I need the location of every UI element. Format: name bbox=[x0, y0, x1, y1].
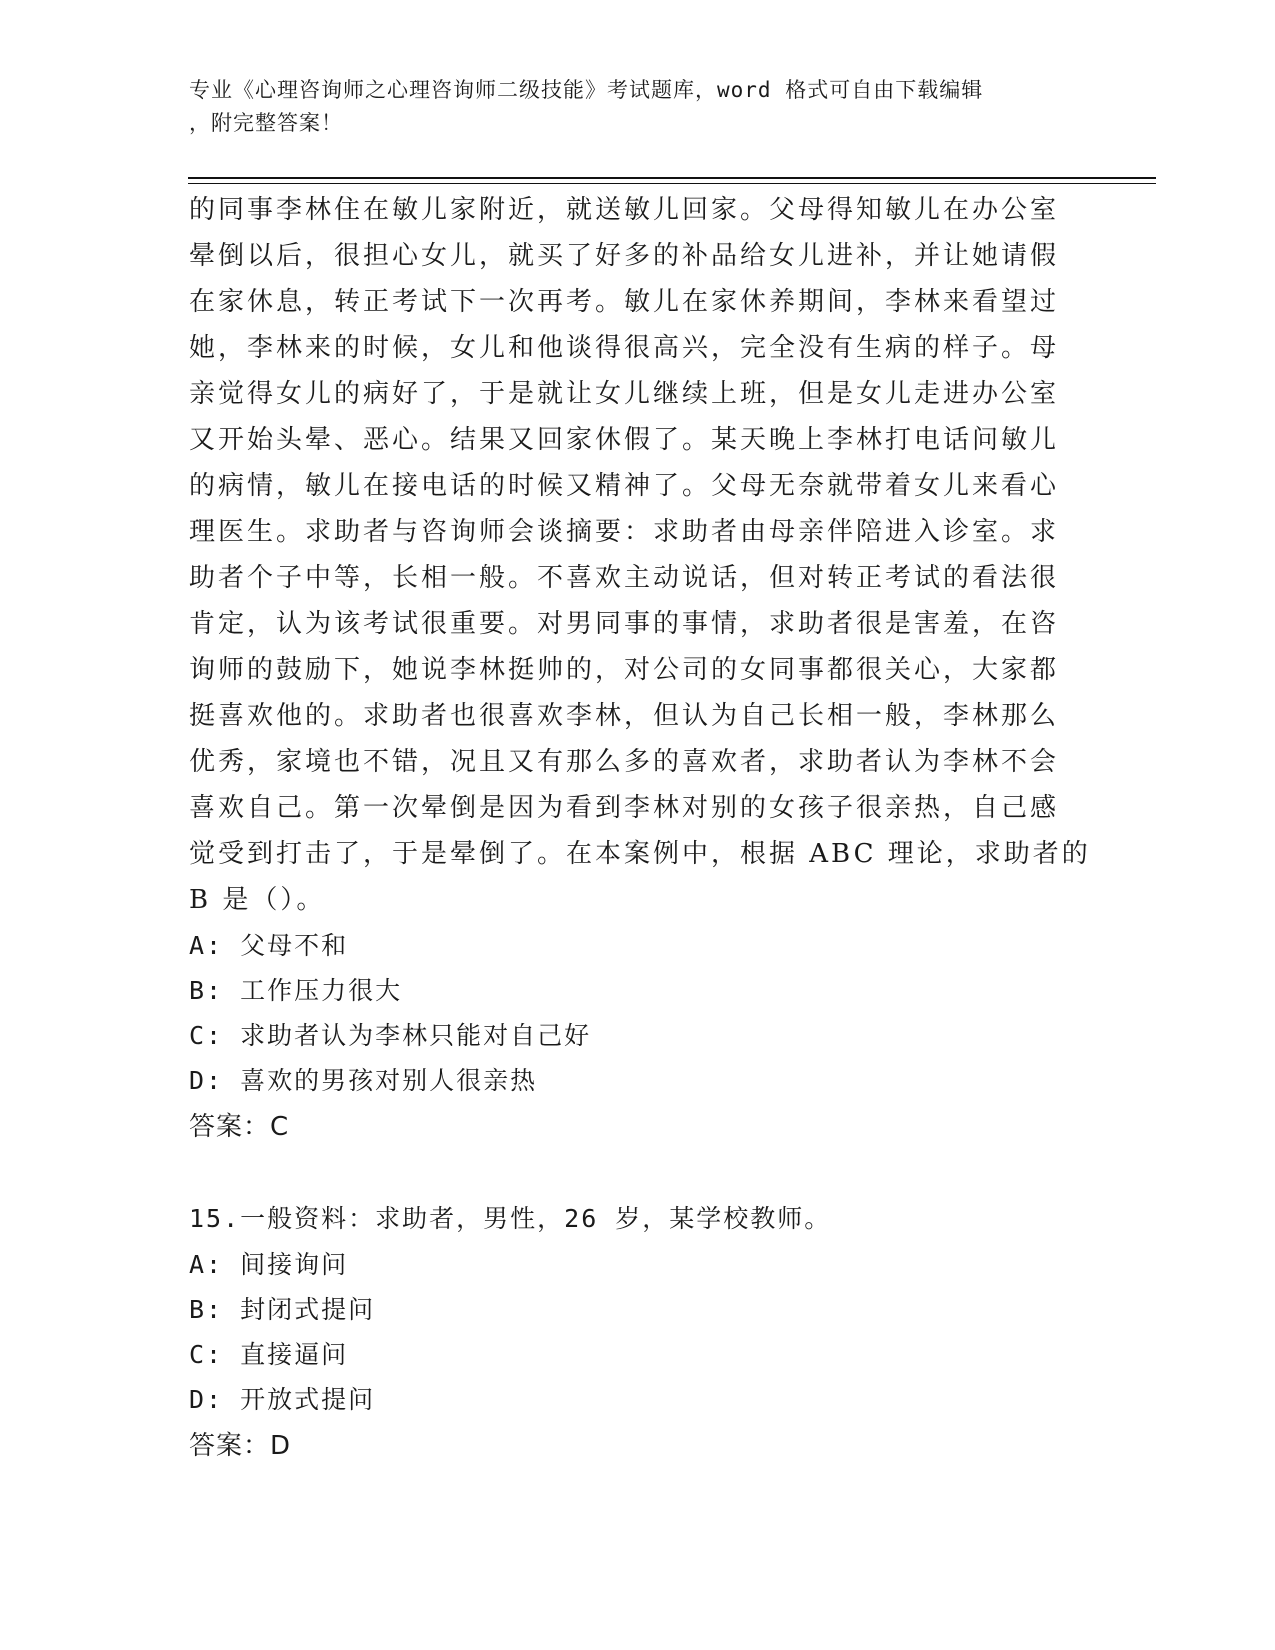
stem-line: 理医生。求助者与咨询师会谈摘要：求助者由母亲伴陪进入诊室。求 bbox=[189, 517, 1060, 547]
question-14-stem bbox=[189, 187, 1091, 923]
stem-line: 又开始头晕、恶心。结果又回家休假了。某天晚上李林打电话问敏儿 bbox=[189, 425, 1060, 455]
stem-line: 询师的鼓励下，她说李林挺帅的，对公司的女同事都很关心，大家都 bbox=[189, 655, 1060, 685]
question-14-options bbox=[189, 923, 1069, 1103]
question-15-answer: 答案：D bbox=[189, 1431, 292, 1461]
header-line-2: ，附完整答案！ bbox=[189, 111, 343, 135]
option-d: D: 开放式提问 bbox=[189, 1385, 376, 1414]
stem-line: 挺喜欢他的。求助者也很喜欢李林，但认为自己长相一般，李林那么 bbox=[189, 701, 1060, 731]
stem-line: 她，李林来的时候，女儿和他谈得很高兴，完全没有生病的样子。母 bbox=[189, 333, 1060, 363]
question-14-answer: 答案：C bbox=[189, 1112, 290, 1142]
option-c: C: 求助者认为李林只能对自己好 bbox=[189, 1021, 592, 1050]
stem-line: 在家休息，转正考试下一次再考。敏儿在家休养期间，李林来看望过 bbox=[189, 287, 1060, 317]
option-b: B: 工作压力很大 bbox=[189, 976, 403, 1005]
option-b: B: 封闭式提问 bbox=[189, 1295, 376, 1324]
stem-line: 觉受到打击了，于是晕倒了。在本案例中，根据 ABC 理论，求助者的 bbox=[189, 839, 1091, 869]
stem-line: 的病情，敏儿在接电话的时候又精神了。父母无奈就带着女儿来看心 bbox=[189, 471, 1060, 501]
header-divider-thin bbox=[188, 183, 1156, 184]
stem-line: 助者个子中等，长相一般。不喜欢主动说话，但对转正考试的看法很 bbox=[189, 563, 1060, 593]
document-header bbox=[189, 74, 1069, 140]
header-line-1: 专业《心理咨询师之心理咨询师二级技能》考试题库，word 格式可自由下载编辑 bbox=[189, 78, 984, 102]
stem-line: 优秀，家境也不错，况且又有那么多的喜欢者，求助者认为李林不会 bbox=[189, 747, 1060, 777]
option-a: A: 父母不和 bbox=[189, 931, 349, 960]
option-c: C: 直接逼问 bbox=[189, 1340, 349, 1369]
document-body bbox=[189, 187, 1091, 1470]
stem-line: 喜欢自己。第一次晕倒是因为看到李林对别的女孩子很亲热，自己感 bbox=[189, 793, 1060, 823]
question-15-options bbox=[189, 1242, 1069, 1422]
stem-line: 肯定，认为该考试很重要。对男同事的事情，求助者很是害羞，在咨 bbox=[189, 609, 1060, 639]
stem-line: 晕倒以后，很担心女儿，就买了好多的补品给女儿进补，并让她请假 bbox=[189, 241, 1060, 271]
stem-line: B 是（）。 bbox=[189, 885, 326, 915]
question-spacer bbox=[189, 1151, 1069, 1196]
option-a: A: 间接询问 bbox=[189, 1250, 349, 1279]
header-divider-thick bbox=[188, 177, 1156, 179]
stem-line: 的同事李林住在敏儿家附近，就送敏儿回家。父母得知敏儿在办公室 bbox=[189, 195, 1060, 225]
question-15-stem: 15.一般资料：求助者，男性，26 岁，某学校教师。 bbox=[189, 1204, 832, 1233]
option-d: D: 喜欢的男孩对别人很亲热 bbox=[189, 1066, 538, 1095]
stem-line: 亲觉得女儿的病好了，于是就让女儿继续上班，但是女儿走进办公室 bbox=[189, 379, 1060, 409]
